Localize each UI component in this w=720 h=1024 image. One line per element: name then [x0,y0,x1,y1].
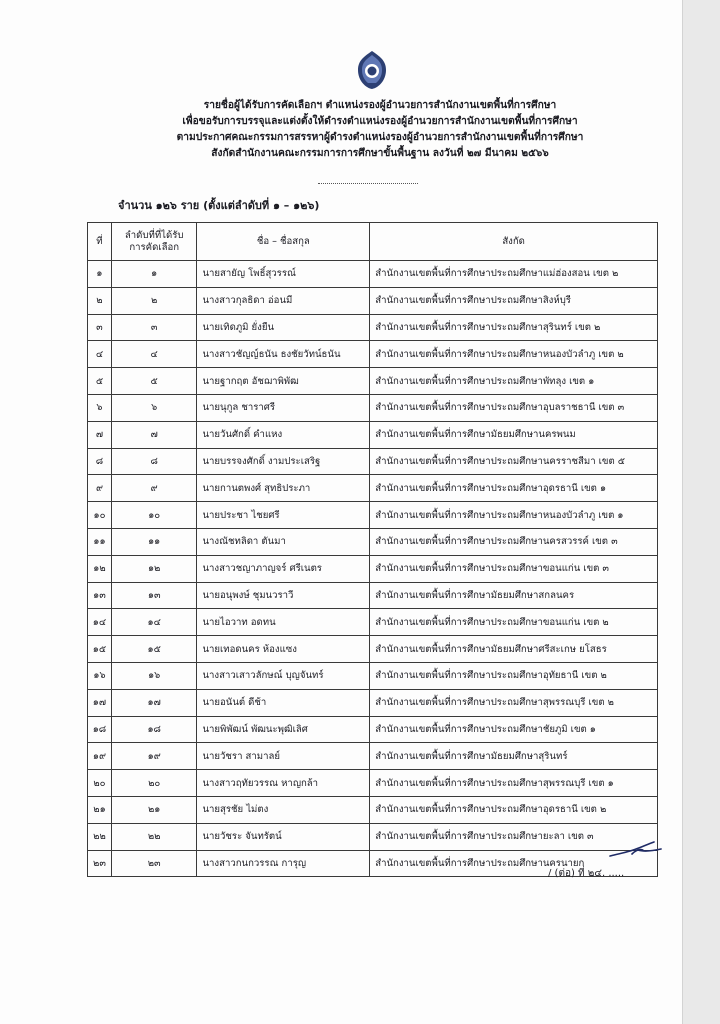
cell-affiliation: สำนักงานเขตพื้นที่การศึกษามัธยมศึกษาศรีสะเกษ ยโสธร [370,636,658,663]
header-rank-line-1: ลำดับที่ที่ได้รับ [124,229,184,241]
cell-name: นายบรรจงศักดิ์ งามประเสริฐ [197,448,370,475]
cell-rank: ๑๕ [111,636,197,663]
cell-name: นายเทอดนคร ห้องแซง [197,636,370,663]
cell-name: นางสาวชัญญ์ธนัน ธงชัยวัทน์ธนัน [197,341,370,368]
cell-rank: ๖ [111,394,197,421]
heading-line-3: ตามประกาศคณะกรรมการสรรหาผู้ดำรงตำแหน่งรองผู้อำนวยการสำนักงานเขตพื้นที่การศึกษา [176,132,584,143]
table-row [88,502,658,529]
cell-rank: ๗ [111,421,197,448]
continuation-note: / (ต่อ) ที่ ๒๔. ..... [548,868,625,879]
heading-line-4: สังกัดสำนักงานคณะกรรมการการศึกษาขั้นพื้นฐาน ลงวันที่ ๒๗ มีนาคม ๒๕๖๖ [211,148,549,159]
table-row [88,475,658,502]
heading-divider [318,183,418,184]
cell-name: นายพิพัฒน์ พัฒนะพุฒิเลิศ [197,716,370,743]
cell-rank: ๒ [111,287,197,314]
table-row [88,689,658,716]
cell-no: ๔ [88,341,112,368]
cell-no: ๙ [88,475,112,502]
cell-name: นางสาวเสาวลักษณ์ บุญจันทร์ [197,662,370,689]
cell-name: นายไอวาท อดทน [197,609,370,636]
candidate-table [87,222,658,877]
cell-affiliation: สำนักงานเขตพื้นที่การศึกษาประถมศึกษาอุบลราชธานี เขต ๓ [370,394,658,421]
cell-affiliation: สำนักงานเขตพื้นที่การศึกษาประถมศึกษาหนองบัวลำภู เขต ๑ [370,502,658,529]
cell-name: นางณัชทลิดา ตันมา [197,528,370,555]
cell-rank: ๒๒ [111,823,197,850]
cell-affiliation: สำนักงานเขตพื้นที่การศึกษามัธยมศึกษาสกลนคร [370,582,658,609]
cell-rank: ๙ [111,475,197,502]
cell-name: นายนุกูล ชาราศรี [197,394,370,421]
obec-emblem-icon [355,50,389,90]
cell-affiliation: สำนักงานเขตพื้นที่การศึกษาประถมศึกษาหนองบัวลำภู เขต ๒ [370,341,658,368]
cell-affiliation: สำนักงานเขตพื้นที่การศึกษาประถมศึกษาสิงห์บุรี [370,287,658,314]
cell-no: ๓ [88,314,112,341]
cell-rank: ๕ [111,368,197,395]
cell-affiliation: สำนักงานเขตพื้นที่การศึกษาประถมศึกษาอุดรธานี เขต ๒ [370,796,658,823]
table-row [88,636,658,663]
cell-no: ๑๒ [88,555,112,582]
cell-name: นายวัชระ จันทรัตน์ [197,823,370,850]
cell-name: นายสายัญ โพธิ์สุวรรณ์ [197,261,370,288]
document-heading [120,98,640,162]
cell-rank: ๑๑ [111,528,197,555]
table-row [88,555,658,582]
cell-name: นายเทิดภูมิ ยั่งยืน [197,314,370,341]
cell-name: นายสุรชัย ไม่ตง [197,796,370,823]
page-edge [682,0,683,1024]
table-row [88,314,658,341]
table-row [88,770,658,797]
cell-no: ๑๓ [88,582,112,609]
header-rank [111,223,197,261]
cell-rank: ๓ [111,314,197,341]
cell-no: ๑๘ [88,716,112,743]
cell-affiliation: สำนักงานเขตพื้นที่การศึกษาประถมศึกษาขอนแก่น เขต ๓ [370,555,658,582]
cell-no: ๑ [88,261,112,288]
cell-no: ๑๗ [88,689,112,716]
cell-name: นายกานตพงศ์ สุทธิประภา [197,475,370,502]
table-row [88,261,658,288]
cell-affiliation: สำนักงานเขตพื้นที่การศึกษามัธยมศึกษาสุรินทร์ [370,743,658,770]
table-row [88,823,658,850]
cell-affiliation: สำนักงานเขตพื้นที่การศึกษาประถมศึกษานครสวรรค์ เขต ๓ [370,528,658,555]
cell-name: นายวันศักดิ์ คำแหง [197,421,370,448]
table-header-row [88,223,658,261]
signature-icon [608,840,663,860]
cell-affiliation: สำนักงานเขตพื้นที่การศึกษาประถมศึกษาอุดรธานี เขต ๑ [370,475,658,502]
heading-line-2: เพื่อขอรับการบรรจุและแต่งตั้งให้ดำรงตำแหน่งรองผู้อำนวยการสำนักงานเขตพื้นที่การศึกษา [182,116,578,127]
cell-name: นางสาวกุลธิดา อ่อนมี [197,287,370,314]
cell-affiliation: สำนักงานเขตพื้นที่การศึกษาประถมศึกษาชัยภูมิ เขต ๑ [370,716,658,743]
cell-rank: ๑๔ [111,609,197,636]
cell-no: ๑๐ [88,502,112,529]
cell-affiliation: สำนักงานเขตพื้นที่การศึกษาประถมศึกษาอุทัยธานี เขต ๒ [370,662,658,689]
table-row [88,743,658,770]
cell-no: ๘ [88,448,112,475]
table-row [88,448,658,475]
cell-name: นายอนุพงษ์ ชุมนวราวี [197,582,370,609]
header-affiliation: สังกัด [370,223,658,261]
cell-affiliation: สำนักงานเขตพื้นที่การศึกษาประถมศึกษาสุรินทร์ เขต ๒ [370,314,658,341]
cell-no: ๒๐ [88,770,112,797]
header-name: ชื่อ – ชื่อสกุล [197,223,370,261]
cell-rank: ๑๓ [111,582,197,609]
cell-name: นางสาวกนกวรรณ การุญ [197,850,370,877]
cell-name: นางสาวฤทัยวรรณ หาญกล้า [197,770,370,797]
cell-rank: ๑๙ [111,743,197,770]
count-line: จำนวน ๑๒๖ ราย (ตั้งแต่ลำดับที่ ๑ – ๑๒๖) [118,199,320,212]
table-row [88,394,658,421]
header-no: ที่ [88,223,112,261]
cell-affiliation: สำนักงานเขตพื้นที่การศึกษาประถมศึกษานครนายก [370,850,658,877]
table-row [88,287,658,314]
cell-no: ๑๖ [88,662,112,689]
heading-line-1: รายชื่อผู้ได้รับการคัดเลือกฯ ตำแหน่งรองผู้อำนวยการสำนักงานเขตพื้นที่การศึกษา [203,100,557,111]
table-row [88,582,658,609]
cell-rank: ๑๐ [111,502,197,529]
cell-name: นายอนันต์ ดีช้า [197,689,370,716]
cell-affiliation: สำนักงานเขตพื้นที่การศึกษาประถมศึกษานครราชสีมา เขต ๕ [370,448,658,475]
cell-rank: ๒๓ [111,850,197,877]
table-row [88,528,658,555]
cell-affiliation: สำนักงานเขตพื้นที่การศึกษาประถมศึกษาพัทลุง เขต ๑ [370,368,658,395]
cell-name: นางสาวชญาภาญจร์ ศรีเนตร [197,555,370,582]
table-row [88,662,658,689]
cell-rank: ๒๐ [111,770,197,797]
cell-name: นายฐากฤต อัชฌาพิพัฒ [197,368,370,395]
cell-rank: ๔ [111,341,197,368]
cell-no: ๕ [88,368,112,395]
cell-rank: ๘ [111,448,197,475]
cell-rank: ๑๗ [111,689,197,716]
cell-no: ๖ [88,394,112,421]
cell-name: นายประชา ไชยศรี [197,502,370,529]
cell-affiliation: สำนักงานเขตพื้นที่การศึกษาประถมศึกษาแม่ฮ่องสอน เขต ๒ [370,261,658,288]
cell-no: ๑๙ [88,743,112,770]
cell-affiliation: สำนักงานเขตพื้นที่การศึกษาประถมศึกษาขอนแก่น เขต ๒ [370,609,658,636]
cell-no: ๒ [88,287,112,314]
cell-rank: ๑๖ [111,662,197,689]
cell-no: ๒๓ [88,850,112,877]
cell-no: ๑๔ [88,609,112,636]
cell-rank: ๑๒ [111,555,197,582]
table-row [88,796,658,823]
table-row [88,341,658,368]
cell-rank: ๒๑ [111,796,197,823]
cell-rank: ๑ [111,261,197,288]
cell-affiliation: สำนักงานเขตพื้นที่การศึกษาประถมศึกษาสุพรรณบุรี เขต ๑ [370,770,658,797]
cell-affiliation: สำนักงานเขตพื้นที่การศึกษามัธยมศึกษานครพนม [370,421,658,448]
cell-rank: ๑๘ [111,716,197,743]
cell-name: นายวัชรา สามาลย์ [197,743,370,770]
cell-no: ๑๕ [88,636,112,663]
table-row [88,609,658,636]
table-row [88,716,658,743]
cell-no: ๑๑ [88,528,112,555]
table-row [88,421,658,448]
cell-no: ๗ [88,421,112,448]
table-row [88,368,658,395]
cell-no: ๒๑ [88,796,112,823]
cell-affiliation: สำนักงานเขตพื้นที่การศึกษาประถมศึกษายะลา เขต ๓ [370,823,658,850]
cell-affiliation: สำนักงานเขตพื้นที่การศึกษาประถมศึกษาสุพรรณบุรี เขต ๒ [370,689,658,716]
header-rank-line-2: การคัดเลือก [129,241,180,253]
cell-no: ๒๒ [88,823,112,850]
